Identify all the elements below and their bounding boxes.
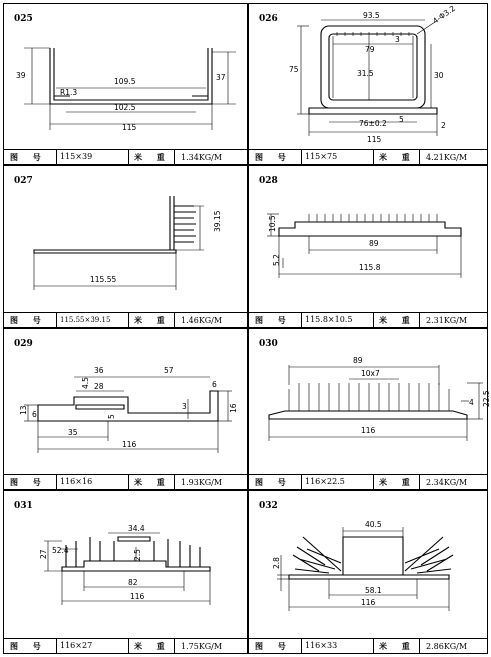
profile-weight: 1.93KG/M — [181, 477, 223, 487]
dim-pitch: 10x7 — [361, 369, 380, 378]
dim-28: 28 — [94, 382, 104, 391]
dim-34-4: 34.4 — [128, 524, 145, 533]
profile-card-029 — [3, 328, 248, 490]
dim-width-93-5: 93.5 — [363, 11, 380, 20]
dim-36: 36 — [94, 366, 104, 375]
profile-drawing-029 — [4, 329, 249, 477]
profile-card-030 — [248, 328, 491, 490]
profile-drawing-031 — [4, 491, 249, 641]
dim-2-5: 2.5 — [133, 549, 142, 561]
profile-weight: 4.21KG/M — [426, 152, 468, 162]
meter-weight-label: 米 重 — [129, 150, 175, 164]
profile-size: 115.55×39.15 — [56, 313, 129, 327]
profile-number: 030 — [259, 339, 278, 349]
figure-no-label: 图 号 — [255, 314, 292, 325]
profile-drawing-027 — [4, 166, 249, 315]
dim-52-4: 52.4 — [52, 546, 69, 555]
profile-number: 025 — [14, 14, 33, 24]
profile-weight: 2.86KG/M — [426, 641, 468, 651]
profile-number: 031 — [14, 501, 33, 511]
profile-card-028 — [248, 165, 488, 328]
profile-number: 028 — [259, 176, 278, 186]
dim-76: 76±0.2 — [359, 119, 387, 128]
meter-weight-label: 米 重 — [129, 475, 175, 489]
dim-width-102-5: 102.5 — [114, 103, 136, 112]
profile-drawing-026 — [249, 4, 489, 152]
dim-width-115-55: 115.55 — [90, 275, 117, 284]
dim-width-116: 116 — [361, 426, 376, 435]
profile-weight: 1.75KG/M — [181, 641, 223, 651]
profile-info-row — [249, 312, 487, 327]
profile-card-032 — [248, 490, 488, 654]
dim-height-31-5: 31.5 — [357, 69, 374, 78]
dim-height-27: 27 — [39, 549, 48, 559]
profile-size: 115.8×10.5 — [301, 313, 374, 327]
dim-radius: R1.3 — [60, 88, 78, 97]
profile-card-026 — [248, 3, 488, 165]
dim-holes: 4-Φ3.2 — [430, 3, 457, 26]
dim-height-30: 30 — [434, 71, 444, 80]
profile-info-row — [4, 149, 247, 164]
figure-no-label: 图 号 — [10, 314, 47, 325]
profile-number: 029 — [14, 339, 33, 349]
profile-size: 116×22.5 — [301, 475, 374, 489]
profile-drawing-030 — [249, 329, 489, 477]
dim-width-89: 89 — [353, 356, 363, 365]
dim-57: 57 — [164, 366, 174, 375]
meter-weight-label: 米 重 — [374, 150, 420, 164]
dim-4: 4 — [469, 398, 474, 407]
dim-16: 16 — [229, 403, 238, 413]
profile-info-row — [4, 312, 247, 327]
profile-info-row — [249, 638, 487, 653]
dim-4-5: 4.5 — [81, 377, 90, 389]
dim-width-89: 89 — [369, 239, 379, 248]
profile-drawing-032 — [249, 491, 489, 641]
profile-size: 116×33 — [301, 639, 374, 653]
profile-weight: 2.34KG/M — [426, 477, 468, 487]
profile-card-027 — [3, 165, 248, 328]
profile-number: 032 — [259, 501, 278, 511]
figure-no-label: 图 号 — [255, 640, 292, 651]
dim-width-79: 79 — [365, 45, 375, 54]
meter-weight-label: 米 重 — [129, 639, 175, 653]
profile-number: 027 — [14, 176, 33, 186]
dim-width-116: 116 — [130, 592, 145, 601]
dim-6-left: 6 — [32, 410, 37, 419]
profile-weight: 1.46KG/M — [181, 315, 223, 325]
dim-82: 82 — [128, 578, 138, 587]
dim-5-2: 5.2 — [272, 254, 281, 266]
profile-info-row — [4, 474, 247, 489]
dim-58-1: 58.1 — [365, 586, 382, 595]
dim-height-39-15: 39.15 — [213, 210, 222, 232]
profile-info-row — [249, 149, 487, 164]
figure-no-label: 图 号 — [255, 151, 292, 162]
profile-card-031 — [3, 490, 248, 654]
meter-weight-label: 米 重 — [374, 639, 420, 653]
meter-weight-label: 米 重 — [374, 475, 420, 489]
dim-13: 13 — [19, 405, 28, 415]
profile-card-025 — [3, 3, 248, 165]
dim-2-8: 2.8 — [272, 557, 281, 569]
dim-width-109-5: 109.5 — [114, 77, 136, 86]
profile-weight: 2.31KG/M — [426, 315, 468, 325]
profile-info-row — [4, 638, 247, 653]
dim-6-right: 6 — [212, 380, 217, 389]
meter-weight-label: 米 重 — [129, 313, 175, 327]
profile-size: 116×16 — [56, 475, 129, 489]
figure-no-label: 图 号 — [10, 151, 47, 162]
profile-drawing-025 — [4, 4, 249, 152]
dim-width-116: 116 — [361, 598, 376, 607]
profile-size: 116×27 — [56, 639, 129, 653]
dim-width-115: 115 — [122, 123, 137, 132]
profile-drawing-028 — [249, 166, 489, 315]
dim-width-116: 116 — [122, 440, 137, 449]
dim-3: 3 — [182, 402, 187, 411]
dim-2: 2 — [441, 121, 446, 130]
dim-height-37: 37 — [216, 73, 226, 82]
dim-35: 35 — [68, 428, 78, 437]
dim-height-22-5: 22.5 — [482, 390, 491, 407]
dim-height-39: 39 — [16, 71, 26, 80]
dim-5: 5 — [107, 414, 116, 419]
profile-size: 115×75 — [301, 150, 374, 164]
dim-5: 5 — [399, 115, 404, 124]
dim-3: 3 — [395, 35, 400, 44]
figure-no-label: 图 号 — [10, 640, 47, 651]
dim-height-10-5: 10.5 — [268, 215, 277, 232]
meter-weight-label: 米 重 — [374, 313, 420, 327]
profile-number: 026 — [259, 14, 278, 24]
dim-height-75: 75 — [289, 65, 299, 74]
dim-40-5: 40.5 — [365, 520, 382, 529]
dim-width-115: 115 — [367, 135, 382, 144]
profile-weight: 1.34KG/M — [181, 152, 223, 162]
figure-no-label: 图 号 — [10, 476, 47, 487]
dim-width-115-8: 115.8 — [359, 263, 381, 272]
profile-info-row — [249, 474, 487, 489]
figure-no-label: 图 号 — [255, 476, 292, 487]
profile-size: 115×39 — [56, 150, 129, 164]
